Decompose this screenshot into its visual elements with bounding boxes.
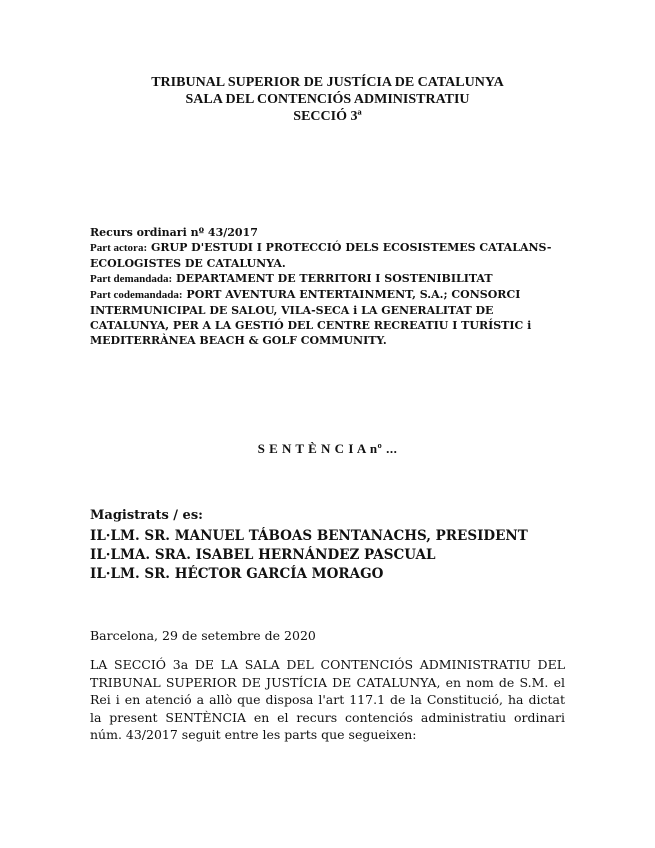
co-defendant-value: PORT AVENTURA ENTERTAINMENT, S.A.; CONSORCI INTERMUNICIPAL DE SALOU, VILA-SECA i LA GENERALITAT DE CATALUNYA, PER A LA GESTIÓ DEL CENTRE RECREATIU I TURÍSTIC i MEDITERRÀNEA BEACH & GOLF COMMUNITY. <box>90 288 532 347</box>
court-header <box>0 74 655 125</box>
co-defendant-label: Part codemandada: <box>90 289 183 301</box>
judge-name: IL·LM. SR. HÉCTOR GARCÍA MORAGO <box>90 566 384 582</box>
magistrates-title: Magistrats / es: <box>90 508 203 523</box>
judge-name: IL·LM. SR. MANUEL TÁBOAS BENTANACHS, PRESIDENT <box>90 528 528 544</box>
plaintiff-label: Part actora: <box>90 242 148 254</box>
defendant-label: Part demandada: <box>90 273 173 285</box>
defendant <box>90 271 570 287</box>
defendant-value: DEPARTAMENT DE TERRITORI I SOSTENIBILITAT <box>176 272 493 285</box>
court-name: TRIBUNAL SUPERIOR DE JUSTÍCIA DE CATALUNYA <box>151 75 504 90</box>
sentence-title: S E N T È N C I A nº ... <box>257 441 398 456</box>
plaintiff <box>90 240 570 271</box>
chamber-name: SALA DEL CONTENCIÓS ADMINISTRATIU <box>185 92 470 107</box>
case-number: Recurs ordinari nº 43/2017 <box>90 226 258 239</box>
section-name: SECCIÓ 3ª <box>293 109 362 124</box>
place-date: Barcelona, 29 de setembre de 2020 <box>90 628 316 643</box>
body-paragraph: LA SECCIÓ 3a DE LA SALA DEL CONTENCIÓS ADMINISTRATIU DEL TRIBUNAL SUPERIOR DE JUSTÍCIA DE CATALUNYA, en nom de S.M. el Rei i en atenció a allò que disposa l'art 117.1 de la Constitució, ha dictat la present SENTÈNCIA en el recurs contenciós administratiu ordinari núm. 43/2017 seguit entre les parts que segueixen: <box>90 657 565 742</box>
judge-name: IL·LMA. SRA. ISABEL HERNÁNDEZ PASCUAL <box>90 547 436 563</box>
co-defendant <box>90 287 570 348</box>
case-details <box>90 225 570 348</box>
plaintiff-value: GRUP D'ESTUDI I PROTECCIÓ DELS ECOSISTEMES CATALANS-ECOLOGISTES DE CATALUNYA. <box>90 241 552 270</box>
magistrates-section <box>90 507 590 584</box>
